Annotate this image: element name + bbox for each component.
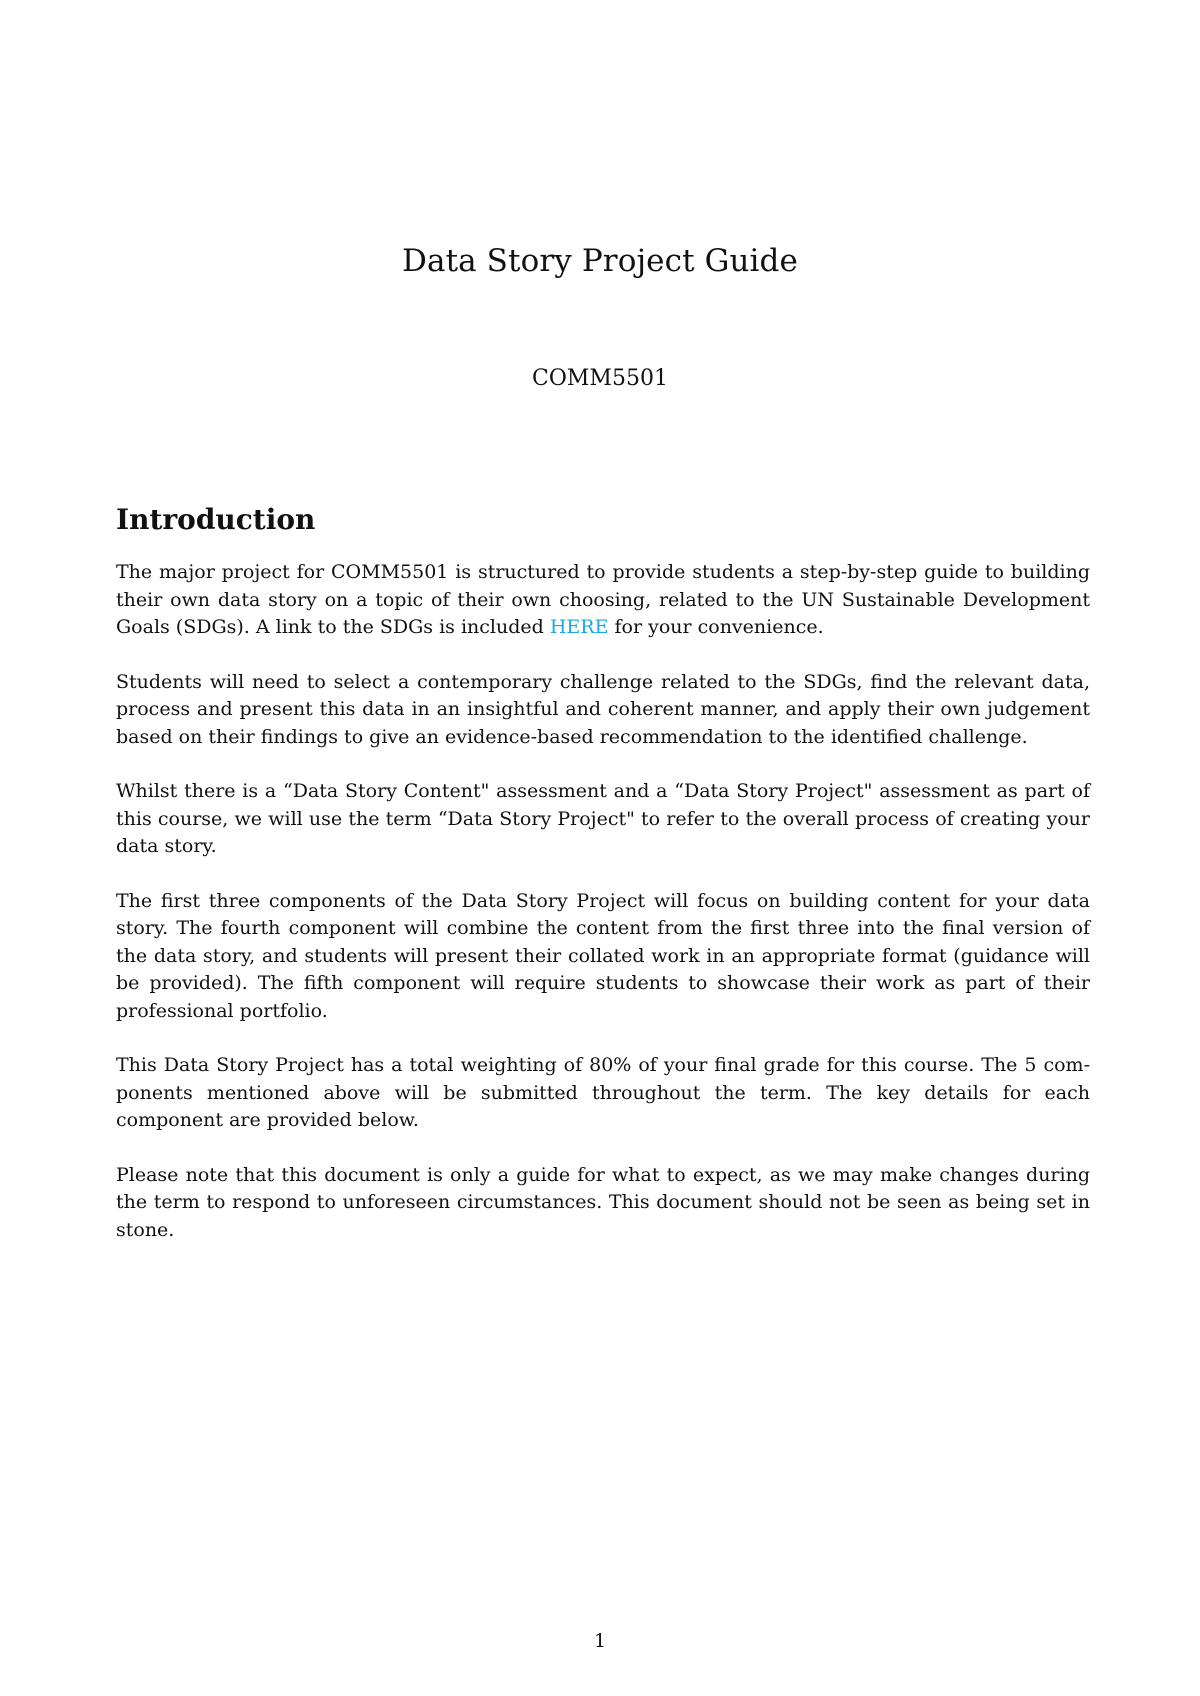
introduction-body bbox=[116, 559, 1090, 1271]
page-number: 1 bbox=[593, 1630, 607, 1652]
course-code: COMM5501 bbox=[532, 366, 668, 391]
paragraph-disclaimer: Please note that this document is only a guide for what to expect, as we may make changes during the term to respond to unforeseen circumstances. This document should not be seen as being set in stone. bbox=[116, 1163, 1090, 1241]
paragraph-text: The major project for COMM5501 is structured to provide students a step-by-step guide to building their own data story on a topic of their own choosing, related to the UN Sustainable Development Goals (SDGs). A link to the SDGs is included bbox=[116, 561, 1090, 638]
section-heading-introduction: Introduction bbox=[116, 503, 316, 536]
paragraph-terminology: Whilst there is a “Data Story Content" assessment and a “Data Story Project" assessment as part of this course, we will use the term “Data Story Project" to refer to the overall process of creating your data story. bbox=[116, 780, 1090, 857]
paragraph-text: for your convenience. bbox=[608, 616, 824, 638]
sdg-link[interactable]: HERE bbox=[549, 616, 609, 638]
paragraph-challenge: Students will need to select a contemporary challenge related to the SDGs, find the relevant data, process and present this data in an insightful and coherent manner, and apply their own judgement based on their findings to give an evidence-based recommendation to the identified challenge. bbox=[116, 670, 1090, 748]
paragraph-weighting: This Data Story Project has a total weighting of 80% of your final grade for this course. The 5 components mentioned above will be submitted throughout the term. The key details for each component are provided below. bbox=[116, 1054, 1090, 1131]
paragraph-sdg-overview bbox=[116, 559, 1090, 642]
document-title: Data Story Project Guide bbox=[402, 243, 798, 279]
paragraph-components: The first three components of the Data Story Project will focus on building content for your data story. The fourth component will combine the content from the first three into the final version of the data story, and students will present their collated work in an appropriate format (guidance will be provided). The fifth component will require students to showcase their work as part of their professional portfolio. bbox=[116, 889, 1090, 1022]
